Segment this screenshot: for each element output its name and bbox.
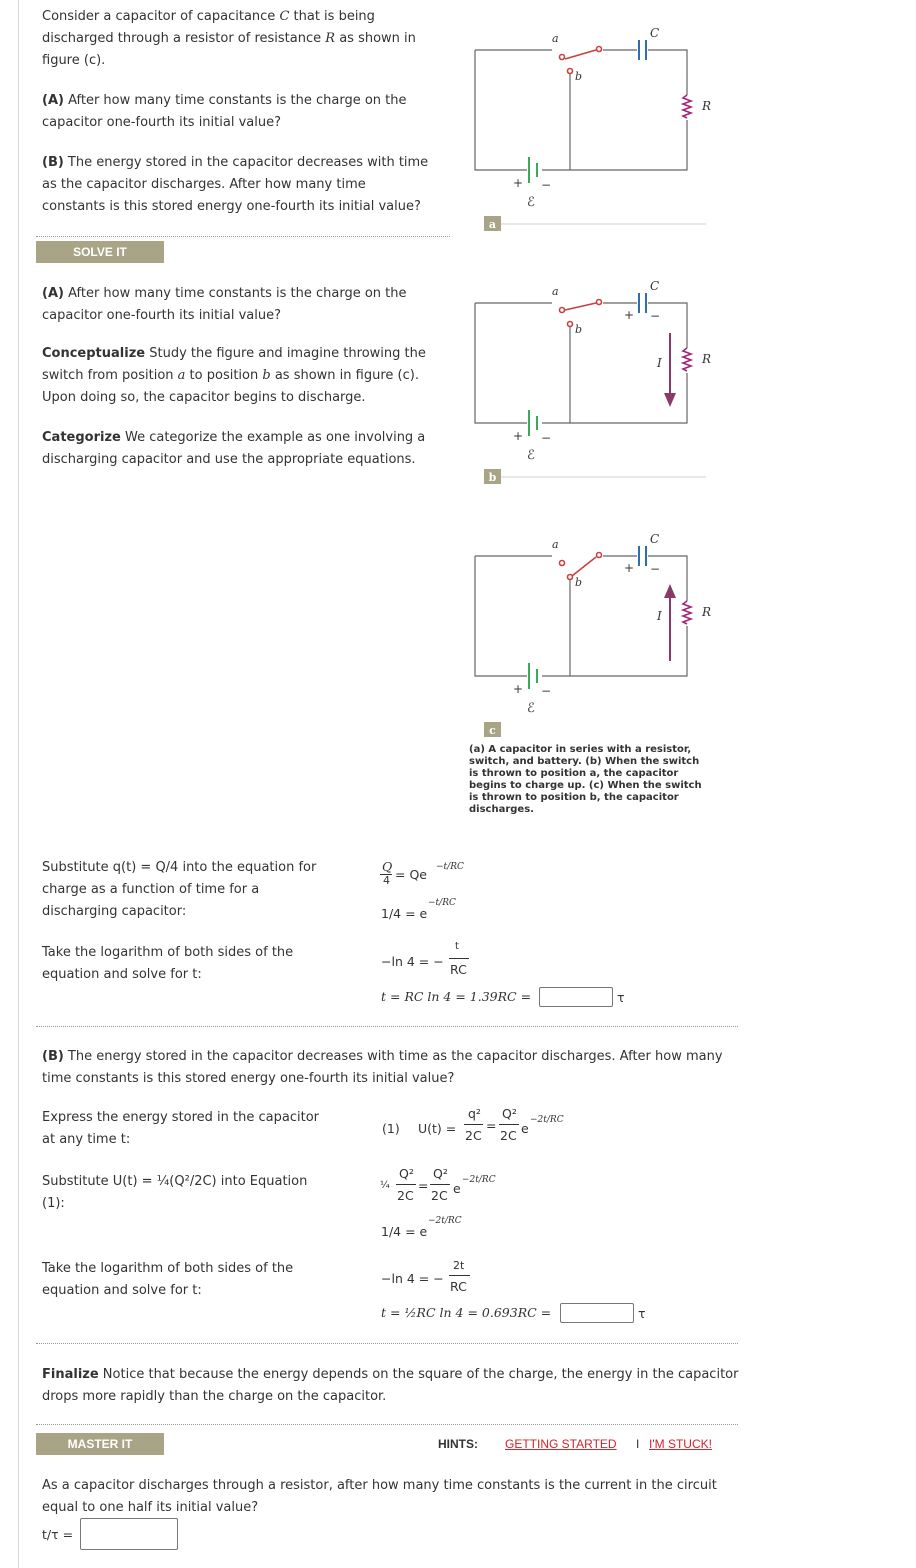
panel-label-c: c xyxy=(489,724,496,737)
divider xyxy=(36,1424,738,1425)
label-plus: + xyxy=(513,176,524,190)
svg-text:ℰ: ℰ xyxy=(527,448,535,463)
svg-text:b: b xyxy=(575,576,583,589)
svg-text:ℰ: ℰ xyxy=(527,701,535,716)
divider xyxy=(36,236,450,237)
circuit-figure xyxy=(470,20,720,820)
finalize-text: Finalize Notice that because the energy depends on the square of the charge, the energy in the capacitor drops more rapidly than the charge on the capacitor. xyxy=(42,1367,739,1404)
master-answer-input[interactable] xyxy=(80,1518,178,1550)
svg-text:C: C xyxy=(650,532,660,546)
svg-text:+: + xyxy=(624,308,635,322)
svg-text:−: − xyxy=(650,562,661,576)
label-c: C xyxy=(650,26,660,40)
svg-text:C: C xyxy=(650,279,660,293)
solve-it-banner: SOLVE IT xyxy=(36,241,164,263)
im-stuck-link[interactable]: I'M STUCK! xyxy=(649,1437,712,1451)
part-b-log-text: Take the logarithm of both sides of the equation and solve for t: xyxy=(42,1261,294,1298)
svg-text:+: + xyxy=(624,561,635,575)
label-a-pos: a xyxy=(552,32,559,45)
part-a-substitute-text: Substitute q(t) = Q/4 into the equation for charge as a function of time for a discharging capacitor: xyxy=(42,860,317,919)
hints-separator: I xyxy=(636,1437,640,1451)
panel-label-a: a xyxy=(488,218,497,231)
part-b-substitute-text: Substitute U(t) = ¼(Q²/2C) into Equation (1): xyxy=(42,1174,308,1211)
current-arrow-down-icon xyxy=(664,393,676,407)
current-arrow-up-icon xyxy=(664,584,676,598)
answer-a-input[interactable] xyxy=(539,987,613,1007)
svg-text:I: I xyxy=(657,356,662,370)
part-b-express-text: Express the energy stored in the capacitor at any time t: xyxy=(42,1110,319,1147)
svg-text:+: + xyxy=(513,429,524,443)
label-b-pos: b xyxy=(575,70,583,83)
circuit-a xyxy=(475,26,711,231)
divider xyxy=(36,1026,738,1027)
svg-text:a: a xyxy=(552,285,559,298)
intro-question-a: (A) After how many time constants is the charge on the capacitor one-fourth its initial value? xyxy=(42,93,407,130)
svg-text:a: a xyxy=(552,538,559,551)
label-r: R xyxy=(702,99,712,113)
master-it-question: As a capacitor discharges through a resistor, after how many time constants is the current in the circuit equal to one half its initial value? xyxy=(42,1478,717,1515)
panel-label-b: b xyxy=(488,471,497,484)
conceptualize-text: Conceptualize Study the figure and imagine throwing the switch from position a to position b as shown in figure (c). Upon doing so, the capacitor begins to discharge. xyxy=(42,346,426,405)
getting-started-link[interactable]: GETTING STARTED xyxy=(505,1437,617,1451)
hints-label: HINTS: xyxy=(438,1437,478,1451)
svg-text:b: b xyxy=(575,323,583,336)
svg-text:R: R xyxy=(702,352,712,366)
label-emf: ℰ xyxy=(527,195,535,210)
svg-text:R: R xyxy=(702,605,712,619)
circuit-c xyxy=(475,532,711,737)
part-a-question: (A) After how many time constants is the charge on the capacitor one-fourth its initial value? xyxy=(42,286,407,323)
svg-text:I: I xyxy=(657,609,662,623)
svg-text:−: − xyxy=(541,684,552,698)
divider xyxy=(36,1343,738,1344)
circuit-b xyxy=(475,279,711,484)
intro-text: Consider a capacitor of capacitance C that is being discharged through a resistor of resistance R as shown in figure (c). xyxy=(42,9,416,68)
figure-caption: (a) A capacitor in series with a resistor, switch, and battery. (b) When the switch is thrown to position a, the capacitor begins to charge up. (c) When the switch is thrown to position b, the capacitor discharges. xyxy=(469,744,702,815)
categorize-text: Categorize We categorize the example as one involving a discharging capacitor and use the appropriate equations. xyxy=(42,430,426,467)
master-answer-label: t/τ = xyxy=(42,1527,74,1542)
answer-b-input[interactable] xyxy=(560,1303,634,1323)
svg-text:−: − xyxy=(541,431,552,445)
svg-text:−: − xyxy=(650,309,661,323)
master-it-banner: MASTER IT xyxy=(36,1433,164,1455)
left-border xyxy=(18,0,19,1568)
svg-text:+: + xyxy=(513,682,524,696)
intro-question-b: (B) The energy stored in the capacitor decreases with time as the capacitor discharges. After how many time constants is this stored energy one-fourth its initial value? xyxy=(42,155,429,214)
part-b-question: (B) The energy stored in the capacitor decreases with time as the capacitor discharges. After how many time constants is this stored energy one-fourth its initial value? xyxy=(42,1049,723,1086)
part-a-log-text: Take the logarithm of both sides of the equation and solve for t: xyxy=(42,945,294,982)
label-minus: − xyxy=(541,178,552,192)
